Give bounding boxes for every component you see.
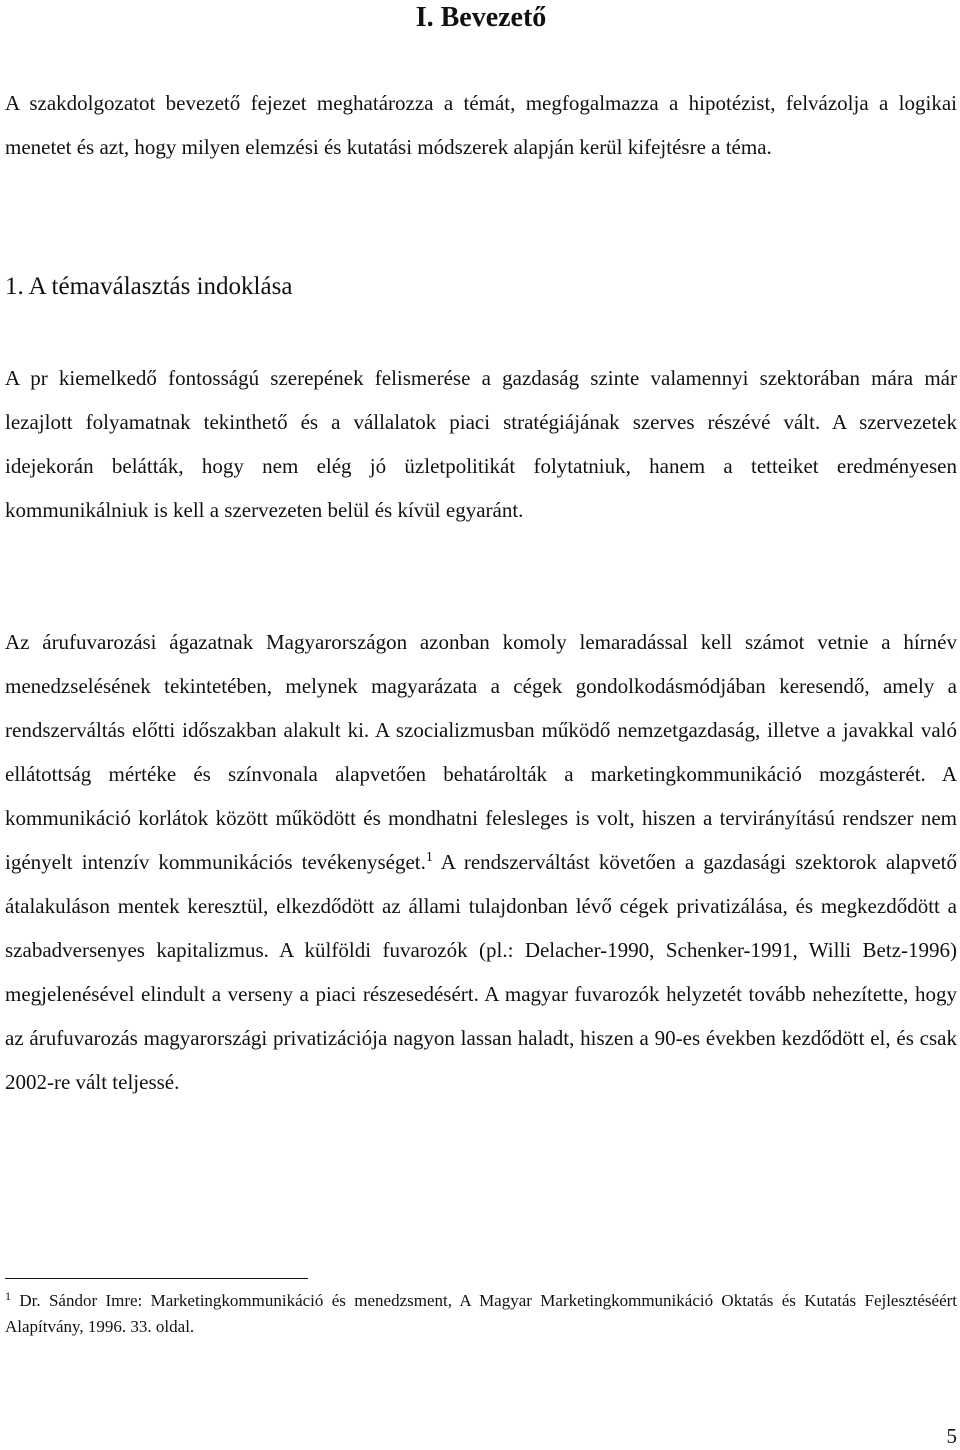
footnote-separator — [5, 1278, 308, 1279]
page-number: 5 — [946, 1424, 957, 1448]
paragraph-text: Az árufuvarozási ágazatnak Magyarországon azonban komoly lemaradással kell számot vetnie a hírnév menedzselésének tekintetében, melynek magyarázata a cégek gondolkodásmódjában keresendő, amely a rendszerváltás előtti időszakban alakult ki. A szocializmusban működő nemzetgazdaság, illetve a javakkal való ellátottság mértéke és színvonala alapvetően behatárolták a marketingkommunikáció mozgásterét. A kommunikáció korlátok között működött és mondhatni felesleges is volt, hiszen a tervirányítású rendszer nem igényelt intenzív kommunikációs tevékenységet. — [5, 630, 957, 874]
document-page — [5, 0, 957, 1450]
chapter-title: I. Bevezető — [415, 2, 547, 33]
section-heading: 1. A témaválasztás indoklása — [5, 273, 293, 300]
section-paragraph-1: A pr kiemelkedő fontosságú szerepének felismerése a gazdaság szinte valamennyi szektorában mára már lezajlott folyamatnak tekinthető és a vállalatok piaci stratégiájának szerves részévé vált. A szervezetek idejekorán belátták, hogy nem elég jó üzletpolitikát folytatniuk, hanem a tetteiket eredményesen kommunikálniuk is kell a szervezeten belül és kívül egyaránt. — [5, 366, 957, 522]
footnote-mark: 1 — [5, 1289, 11, 1303]
footnote-text: Dr. Sándor Imre: Marketingkommunikáció és menedzsment, A Magyar Marketingkommunikáció Oktatás és Kutatás Fejlesztéséért Alapítvány, 1996. 33. oldal. — [5, 1291, 957, 1336]
footnote — [5, 1288, 957, 1340]
footnote-reference[interactable]: 1 — [425, 850, 433, 865]
paragraph-text: A rendszerváltást követően a gazdasági szektorok alapvető átalakuláson mentek keresztül, elkezdődött az állami tulajdonban lévő cégek privatizálása, és megkezdődött a szabadversenyes kapitalizmus. A külföldi fuvarozók (pl.: Delacher-1990, Schenker-1991, Willi Betz-1996) megjelenésével elindult a verseny a piaci részesedésért. A magyar fuvarozók helyzetét tovább nehezítette, hogy az árufuvarozás magyarországi privatizációja nagyon lassan haladt, hiszen a 90-es években kezdődött el, és csak 2002-re vált teljessé. — [5, 850, 957, 1094]
section-paragraph-2 — [5, 620, 957, 1104]
intro-paragraph: A szakdolgozatot bevezető fejezet meghatározza a témát, megfogalmazza a hipotézist, felvázolja a logikai menetet és azt, hogy milyen elemzési és kutatási módszerek alapján kerül kifejtésre a téma. — [5, 91, 957, 159]
